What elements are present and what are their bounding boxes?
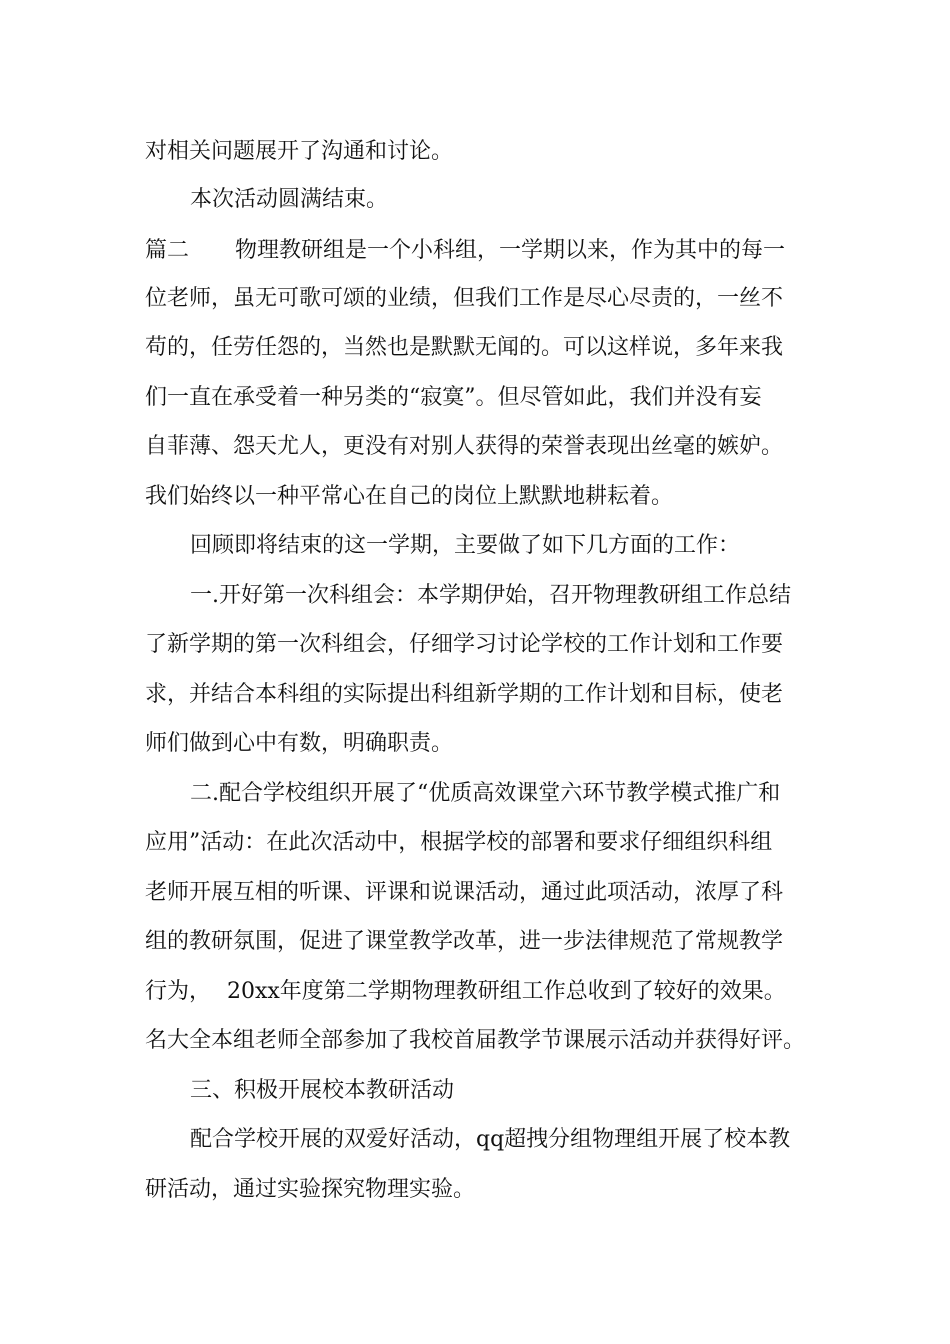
text-line: 回顾即将结束的这一学期，主要做了如下几方面的工作：: [190, 533, 741, 558]
text-line: 对相关问题展开了沟通和讨论。: [145, 139, 454, 164]
text-line: 物理教研组是一个小科组，一学期以来，作为其中的每一: [235, 238, 786, 263]
text-line: 二.配合学校组织开展了“优质高效课堂六环节教学模式推广和: [190, 781, 781, 806]
text-line: 自菲薄、怨天尤人，更没有对别人获得的荣誉表现出丝毫的嫉妒。: [145, 434, 784, 459]
section-label: 篇二: [145, 238, 190, 263]
text-line: 师们做到心中有数，明确职责。: [145, 731, 454, 756]
text-line: 苟的，任劳任怨的，当然也是默默无闻的。可以这样说，多年来我: [145, 335, 784, 360]
text-line: 配合学校开展的双爱好活动，qq超拽分组物理组开展了校本教: [190, 1127, 791, 1152]
text-line: 三、积极开展校本教研活动: [190, 1078, 455, 1103]
text-line: 求，并结合本科组的实际提出科组新学期的工作计划和目标，使老: [145, 682, 784, 707]
text-line: 们一直在承受着一种另类的“寂寞”。但尽管如此，我们并没有妄: [145, 385, 762, 410]
text-line: 应用”活动：在此次活动中，根据学校的部署和要求仔细组织科组: [145, 830, 773, 855]
text-line: 行为，: [145, 979, 212, 1004]
text-line: 名大全本组老师全部参加了我校首届教学节课展示活动并获得好评。: [145, 1028, 806, 1053]
text-line: 我们始终以一种平常心在自己的岗位上默默地耕耘着。: [145, 484, 674, 509]
text-line: 20xx年度第二学期物理教研组工作总收到了较好的效果。: [227, 979, 786, 1004]
text-line: 老师开展互相的听课、评课和说课活动，通过此项活动，浓厚了科: [145, 880, 784, 905]
text-line: 本次活动圆满结束。: [190, 187, 389, 212]
text-line: 一.开好第一次科组会：本学期伊始，召开物理教研组工作总结: [190, 583, 791, 608]
text-line: 研活动，通过实验探究物理实验。: [145, 1177, 476, 1202]
text-line: 位老师，虽无可歌可颂的业绩，但我们工作是尽心尽责的，一丝不: [145, 286, 784, 311]
text-line: 组的教研氛围，促进了课堂教学改革，进一步法律规范了常规教学: [145, 929, 784, 954]
text-line: 了新学期的第一次科组会，仔细学习讨论学校的工作计划和工作要: [145, 632, 784, 657]
